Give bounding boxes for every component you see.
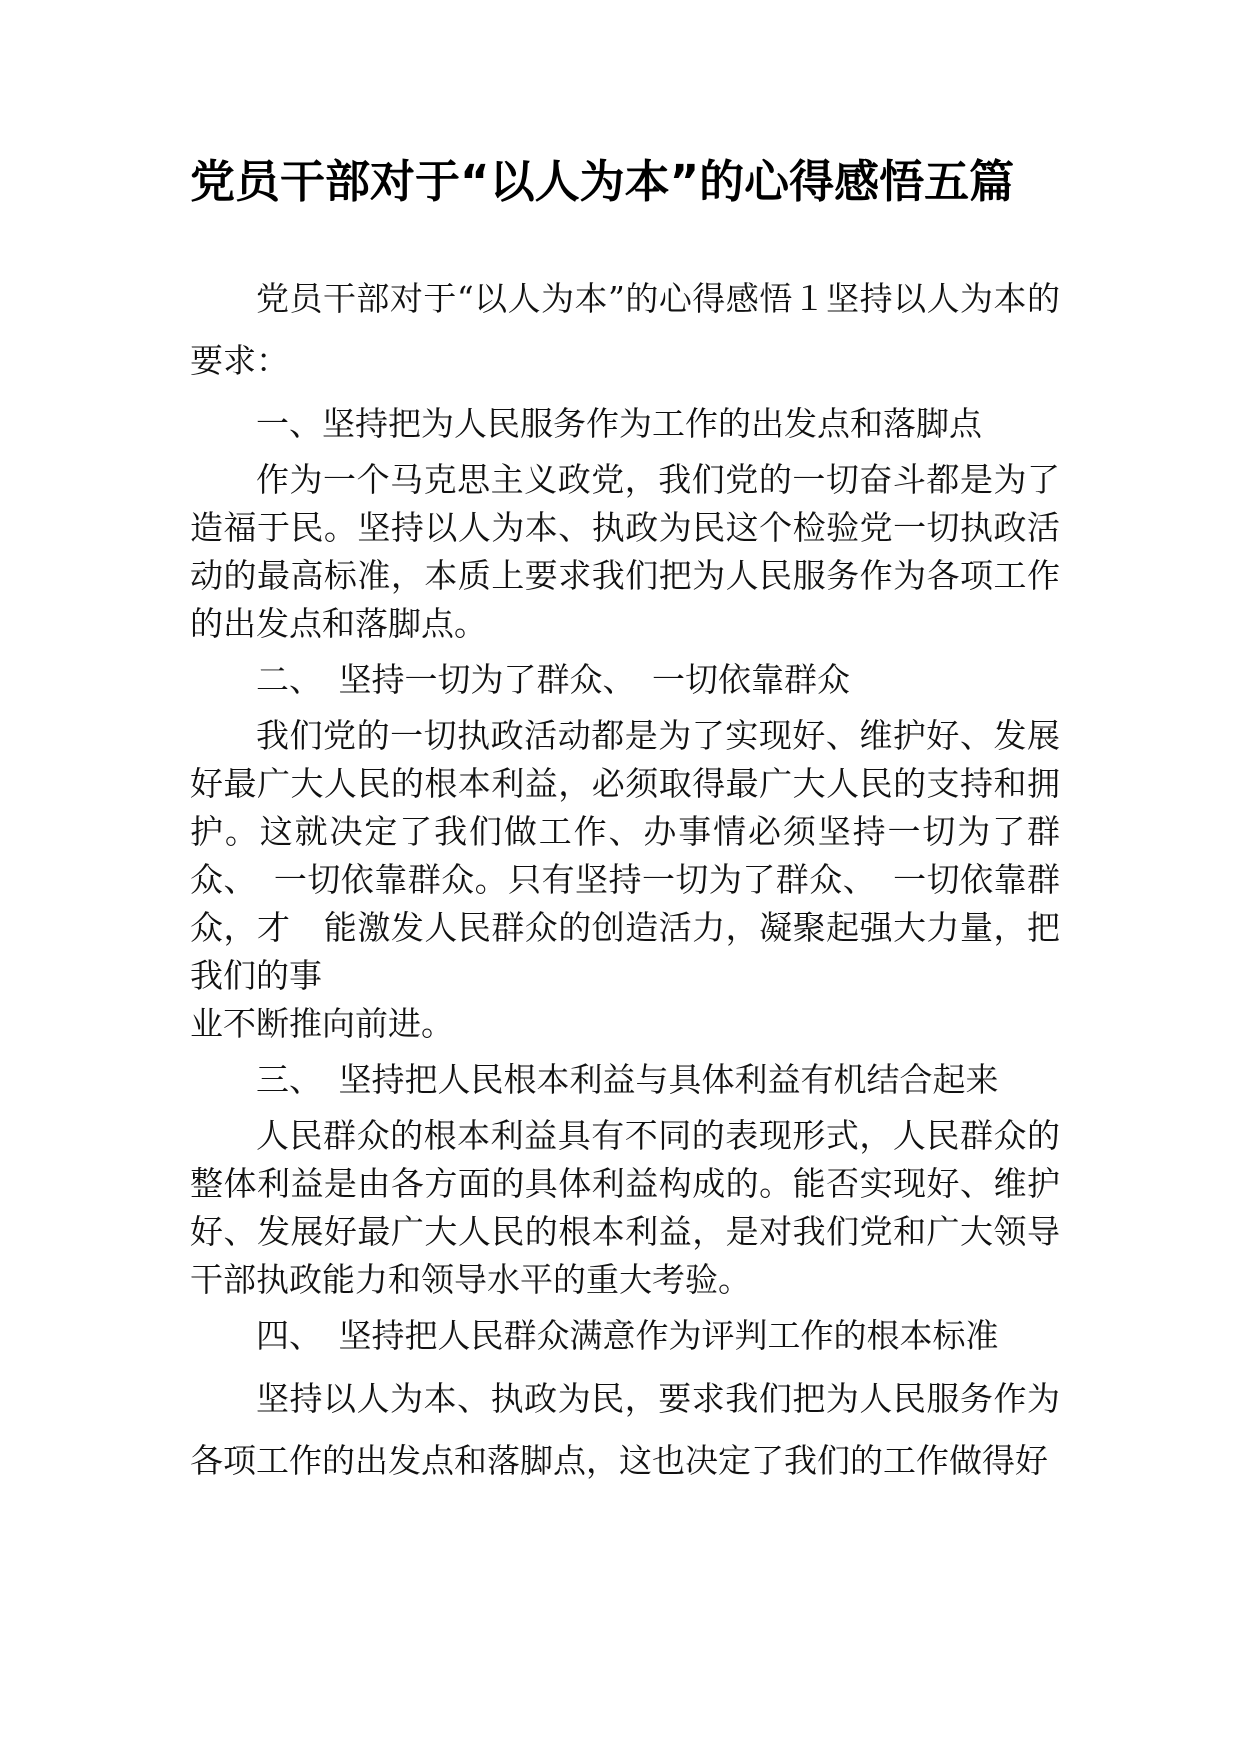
section-heading-2: 二、 坚持一切为了群众、 一切依靠群众 <box>256 660 850 699</box>
section-paragraph-4: 坚持以人为本、执政为民，要求我们把为人民服务作为各项工作的出发点和落脚点，这也决定了我们的工作做得好 <box>190 1379 1060 1480</box>
section-paragraph-2-continued: 业不断推向前进。 <box>190 1004 454 1043</box>
document-body <box>190 268 1060 1492</box>
section-paragraph-1: 作为一个马克思主义政党，我们党的一切奋斗都是为了造福于民。坚持以人为本、执政为民这个检验党一切执政活动的最高标准，本质上要求我们把为人民服务作为各项工作的出发点和落脚点。 <box>190 460 1060 643</box>
section-paragraph-3: 人民群众的根本利益具有不同的表现形式，人民群众的整体利益是由各方面的具体利益构成的。能否实现好、维护好、发展好最广大人民的根本利益，是对我们党和广大领导干部执政能力和领导水平的重大考验。 <box>190 1116 1060 1299</box>
section-heading-1: 一、坚持把为人民服务作为工作的出发点和落脚点 <box>256 404 982 443</box>
section-heading-4: 四、 坚持把人民群众满意作为评判工作的根本标准 <box>256 1316 999 1355</box>
intro-paragraph: 党员干部对于“以人为本”的心得感悟１坚持以人为本的要求： <box>190 279 1060 380</box>
section-paragraph-2: 我们党的一切执政活动都是为了实现好、维护好、发展好最广大人民的根本利益，必须取得最广大人民的支持和拥护。这就决定了我们做工作、办事情必须坚持一切为了群众、 一切依靠群众。只有坚持一切为了群众、 一切依靠群众，才 能激发人民群众的创造活力，凝聚起强大力量，把我们的事 <box>190 716 1060 995</box>
section-heading-3: 三、 坚持把人民根本利益与具体利益有机结合起来 <box>256 1060 999 1099</box>
document-title: 党员干部对于“以人为本”的心得感悟五篇 <box>190 155 1015 208</box>
